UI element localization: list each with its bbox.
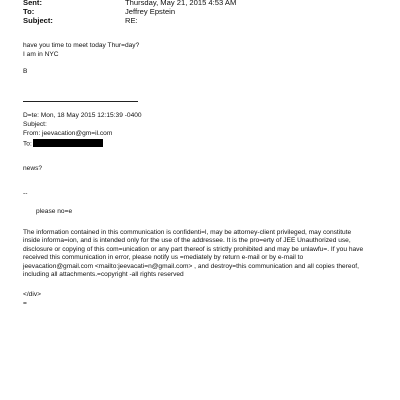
- quoted-subject: Subject:: [23, 121, 47, 128]
- quoted-news: news?: [23, 165, 43, 172]
- quoted-dashes: --: [23, 190, 28, 197]
- to-label: To:: [23, 7, 35, 16]
- redaction-bar: [33, 139, 103, 147]
- body-signoff: B: [23, 68, 28, 75]
- disclaimer-line: inside informa=ion, and is intended only for the use of the addressee. It is the pro=erty of JEE Unauthorized use,: [23, 237, 351, 245]
- to-value: Jeffrey Epstein: [125, 7, 176, 16]
- disclaimer-line: received this communication in error, please notify us =mediately by return e-mail or by e-mail to: [23, 254, 304, 262]
- disclaimer-line: disclosure or copying of this com=unication or any part thereof is strictly prohibited and may be unlawfu=. If you have: [23, 245, 364, 253]
- separator-line: [23, 101, 138, 102]
- disclaimer-line: jeevacation@gmail.com <mailto:jeevacati=n@gmail.com> , and destroy=this communication and all copies thereof,: [23, 262, 359, 270]
- quoted-to-row: [23, 139, 103, 149]
- quoted-date: D=te: Mon, 18 May 2015 12:15:39 -0400: [23, 112, 142, 119]
- quoted-div-close: </div>: [23, 291, 41, 298]
- quoted-from: From: jeevacation@gm=il.com: [23, 130, 113, 137]
- quoted-to-label: To:: [23, 140, 32, 148]
- subject-value: RE:: [125, 16, 138, 25]
- sent-label: Sent:: [23, 0, 42, 7]
- sent-value: Thursday, May 21, 2015 4:53 AM: [125, 0, 237, 7]
- disclaimer-line: The information contained in this communication is confidenti=l, may be attorney-client privileged, may constitute: [23, 229, 352, 236]
- quoted-please-note: please no=e: [36, 208, 73, 215]
- disclaimer-paragraph: [23, 229, 373, 279]
- disclaimer-line: including all attachments.=copyright -all rights reserved: [23, 271, 184, 279]
- body-line-1: have you time to meet today Thur=day?: [23, 42, 140, 49]
- subject-label: Subject:: [23, 16, 53, 25]
- quoted-equals: =: [23, 300, 27, 307]
- body-line-2: I am in NYC: [23, 51, 59, 58]
